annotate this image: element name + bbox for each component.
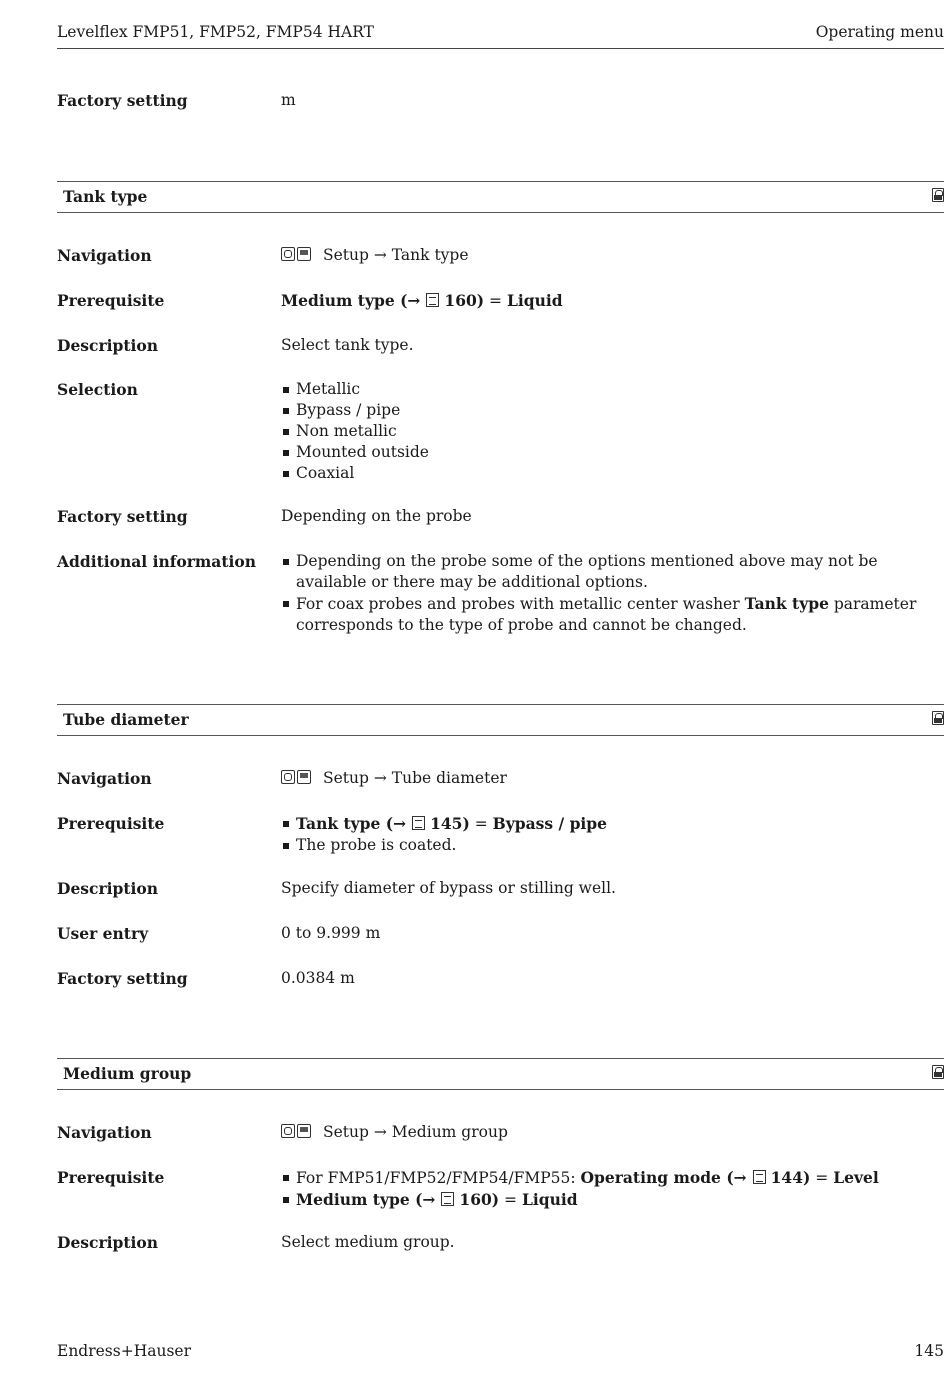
operating-tool-icon	[297, 247, 311, 261]
lock-icon	[932, 188, 944, 202]
document-title: Levelflex FMP51, FMP52, FMP54 HART	[57, 23, 374, 41]
row-label: Factory setting	[57, 507, 188, 526]
navigation-path	[281, 1122, 944, 1143]
prerequisite-value	[281, 290, 944, 312]
section-title: Tank type	[63, 187, 148, 206]
prerequisite-list	[281, 813, 944, 856]
row-label: Description	[57, 336, 159, 355]
row-label: Prerequisite	[57, 814, 165, 833]
section-tank-type	[57, 181, 944, 213]
parameter-ref[interactable]: Medium type (→	[296, 1190, 436, 1209]
row-value: Depending on the probe	[281, 507, 472, 525]
chapter-title: Operating menu	[815, 23, 944, 41]
section-title: Tube diameter	[63, 710, 189, 729]
page-ref[interactable]: 160)	[459, 1190, 500, 1209]
list-item: Metallic	[281, 379, 944, 400]
lock-icon	[932, 711, 944, 725]
parameter-ref[interactable]: Medium type (→	[281, 291, 421, 310]
additional-info-list	[281, 551, 944, 636]
option-value: Liquid	[506, 291, 563, 310]
prerequisite-list	[281, 1167, 944, 1211]
page-header	[57, 20, 944, 49]
navigation-path	[281, 245, 944, 266]
equals-sign: =	[489, 292, 503, 310]
page-ref-icon	[441, 1192, 454, 1206]
section-tube-diameter	[57, 704, 944, 736]
list-item: Mounted outside	[281, 442, 944, 463]
list-item	[281, 813, 944, 835]
display-icon	[281, 1124, 295, 1138]
nav-path-text: Setup → Tank type	[323, 246, 469, 264]
lock-icon	[932, 1065, 944, 1079]
display-icon	[281, 770, 295, 784]
equals-sign: =	[504, 1191, 518, 1209]
row-label: Factory setting	[57, 91, 188, 110]
parameter-ref[interactable]: Tank type (→	[296, 814, 407, 833]
parameter-ref: Tank type	[744, 594, 829, 613]
equals-sign: =	[815, 1169, 829, 1187]
option-value: Level	[833, 1168, 879, 1187]
page-number: 145	[914, 1342, 944, 1360]
row-label: Factory setting	[57, 969, 188, 988]
row-label: Navigation	[57, 246, 152, 265]
row-label: Prerequisite	[57, 1168, 165, 1187]
list-item: For coax probes and probes with metallic center washer Tank type parameter corresponds to the type of probe and cannot be changed.	[281, 593, 944, 636]
display-icon	[281, 247, 295, 261]
row-label: Description	[57, 879, 159, 898]
row-label: Prerequisite	[57, 291, 165, 310]
operating-tool-icon	[297, 1124, 311, 1138]
row-label: User entry	[57, 924, 149, 943]
row-label: Selection	[57, 380, 138, 399]
page-ref-icon	[412, 816, 425, 830]
navigation-path	[281, 768, 944, 789]
nav-path-text: Setup → Tube diameter	[323, 769, 507, 787]
list-item: Coaxial	[281, 463, 944, 484]
nav-path-text: Setup → Medium group	[323, 1123, 508, 1141]
parameter-ref[interactable]: Operating mode (→	[580, 1168, 747, 1187]
row-label: Additional information	[57, 552, 257, 571]
list-item	[281, 1189, 944, 1211]
option-value: Bypass / pipe	[492, 814, 607, 833]
list-item: The probe is coated.	[281, 835, 944, 856]
page-ref[interactable]: 144)	[770, 1168, 811, 1187]
page-ref[interactable]: 145)	[430, 814, 470, 833]
selection-list	[281, 379, 944, 484]
description-text: Select tank type.	[281, 336, 414, 354]
page-ref-icon	[753, 1170, 766, 1184]
row-value: 0 to 9.999 m	[281, 924, 381, 942]
company-name: Endress+Hauser	[57, 1342, 191, 1360]
section-title: Medium group	[63, 1064, 192, 1083]
row-value: m	[281, 91, 296, 109]
option-value: Liquid	[521, 1190, 578, 1209]
list-item: For FMP51/FMP52/FMP54/FMP55: Operating mode (→ 144) = Level	[281, 1167, 944, 1189]
row-label: Description	[57, 1233, 159, 1252]
list-item: Depending on the probe some of the options mentioned above may not be available or there may be additional options.	[281, 551, 944, 593]
row-label: Navigation	[57, 1123, 152, 1142]
list-item: Bypass / pipe	[281, 400, 944, 421]
description-text: Specify diameter of bypass or stilling well.	[281, 879, 616, 897]
page-ref[interactable]: 160)	[444, 291, 485, 310]
row-value: 0.0384 m	[281, 969, 355, 987]
description-text: Select medium group.	[281, 1233, 455, 1251]
operating-tool-icon	[297, 770, 311, 784]
section-medium-group	[57, 1058, 944, 1090]
row-label: Navigation	[57, 769, 152, 788]
page-ref-icon	[426, 293, 439, 307]
list-item: Non metallic	[281, 421, 944, 442]
equals-sign: =	[474, 815, 488, 833]
